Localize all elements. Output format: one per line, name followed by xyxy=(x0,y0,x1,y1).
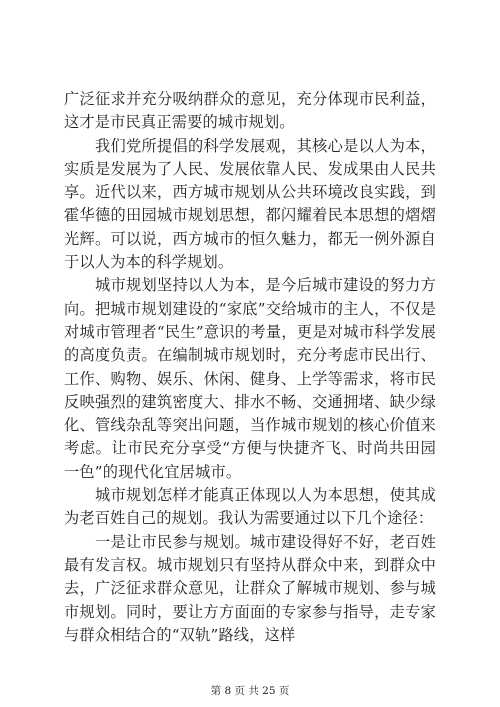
paragraph-4: 城市规划怎样才能真正体现以人为本思想，使其成为老百姓自己的规划。我认为需要通过以下几个途径： xyxy=(64,486,436,528)
paragraph-3: 城市规划坚持以人为本，是今后城市建设的努力方向。把城市规划建设的“家底”交给城市的主人，不仅是对城市管理者“民生”意识的考量，更是对城市科学发展的高度负责。在编制城市规划时，充分考虑市民出行、工作、购物、娱乐、休闲、健身、上学等需求，将市民反映强烈的建筑密度大、排水不畅、交通拥堵、缺少绿化、管线杂乱等突出问题，当作城市规划的核心价值来考虑。让市民充分享受“方便与快捷齐飞、时尚共田园一色”的现代化宜居城市。 xyxy=(64,276,436,481)
paragraph-1: 广泛征求并充分吸纳群众的意见，充分体现市民利益，这才是市民真正需要的城市规划。 xyxy=(64,90,436,132)
paragraph-2: 我们党所提倡的科学发展观，其核心是以人为本，实质是发展为了人民、发展依靠人民、发成果由人民共享。近代以来，西方城市规划从公共环境改良实践，到霍华德的田园城市规划思想，都闪耀着民本思想的熠熠光辉。可以说，西方城市的恒久魅力，都无一例外源自于以人为本的科学规划。 xyxy=(64,136,436,272)
paragraph-5: 一是让市民参与规划。城市建设得好不好，老百姓最有发言权。城市规划只有坚持从群众中来，到群众中去，广泛征求群众意见，让群众了解城市规划、参与城市规划。同时，要让方方面面的专家参与指导，走专家与群众相结合的“双轨”路线，这样 xyxy=(64,532,436,644)
document-body xyxy=(64,88,436,647)
page-number-footer: 第 8 页 共 25 页 xyxy=(210,685,290,697)
